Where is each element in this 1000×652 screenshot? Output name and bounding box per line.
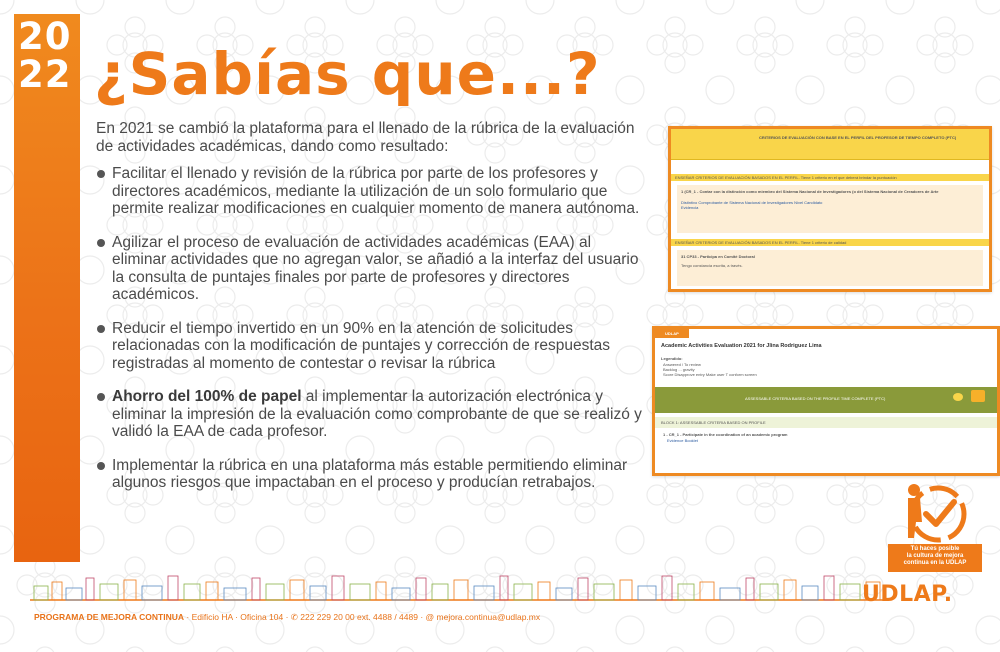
- results-list: [96, 165, 644, 508]
- mejora-continua-logo: [896, 478, 972, 554]
- year-top: 20: [18, 15, 72, 58]
- evaluation-title: Academic Activities Evaluation 2021 for Jlina Rodriguez Lima: [661, 343, 822, 349]
- footer-contact: [34, 612, 540, 623]
- folder-icon: [971, 390, 985, 402]
- evidence-link[interactable]: Evidencia: [681, 205, 699, 210]
- legend-label: Legendido:: [661, 356, 683, 361]
- udlap-logo: UDLAP.: [862, 582, 953, 607]
- list-item: Reducir el tiempo invertido en un 90% en la atención de solicitudes relacionadas con la modificación de puntajes y corrección de respuestas registradas al momento de contestar o revisar la rúbrica: [96, 320, 644, 373]
- list-item: Ahorro del 100% de papel al implementar la autorización electrónica y eliminar la impresión de la evaluación como comprobante de que se realizó y validó la EAA de cada profesor.: [96, 388, 644, 441]
- legend-item: Backlog ... gravity: [663, 367, 695, 372]
- list-item: Agilizar el proceso de evaluación de actividades académicas (EAA) al eliminar actividades que no agregan valor, se añadió a la interfaz del usuario la consulta de puntajes finales por parte de profesores y directores académicos.: [96, 234, 644, 304]
- profile-band: [655, 387, 997, 413]
- item-sub: Tengo constancia escrita, a través.: [681, 263, 743, 268]
- year-label: [18, 15, 72, 96]
- bullet-icon: [97, 462, 105, 470]
- program-name: PROGRAMA DE MEJORA CONTINUA: [34, 612, 185, 622]
- bullet-icon: [97, 325, 105, 333]
- emoji-icon: [953, 393, 963, 401]
- list-item: Implementar la rúbrica en una plataforma más estable permitiendo eliminar algunos riesgos que impactaban en el proceso y producían retrabajos.: [96, 457, 644, 492]
- screenshot-header-text: CRITERIOS DE EVALUACIÓN CON BASE EN EL PERFIL DEL PROFESOR DE TIEMPO COMPLETO (PTC): [759, 135, 957, 140]
- year-bottom: 22: [18, 53, 72, 96]
- criterion-sub: Distintivo Comprobante de Sistema Nacional de Investigadores Nivel Candidato: [681, 200, 823, 205]
- rubric-screenshot: [668, 126, 992, 292]
- city-skyline: [30, 572, 884, 602]
- legend-item: Score Disapprove entry Make user T conform screen: [663, 372, 757, 377]
- phone-number: 222 229 20 00 ext. 4488 / 4489: [300, 612, 418, 622]
- legend-item: Answered / To review: [663, 362, 701, 367]
- item-text: 31 CP33 - Participa en Comité Doctoral: [681, 254, 755, 259]
- section-bar: ENSEÑAR CRITERIOS DE EVALUACIÓN BASADOS EN EL PERFIL. Tiene 1 criterio en el que deberá brindar la puntuación: [671, 174, 989, 181]
- item-block: [677, 250, 983, 286]
- email-icon: @: [425, 612, 437, 622]
- page-title: ¿Sabías que...?: [94, 40, 601, 108]
- bullet-icon: [97, 170, 105, 178]
- band-text: ASSESSABLE CRITERIA BASED ON THE PROFILE TIME COMPLETE (PTC): [745, 396, 886, 401]
- bullet-icon: [97, 393, 105, 401]
- section-bar: BLOCK 1: ASSESSABLE CRITERIA BASED ON PROFILE: [655, 417, 997, 428]
- section-bar: ENSEÑAR CRITERIOS DE EVALUACIÓN BASADOS EN EL PERFIL. Tiene 1 criterio de calidad: [671, 239, 989, 246]
- office-location: · Edificio HA · Oficina 104 ·: [184, 612, 291, 622]
- udlap-tag: UDLAP: [655, 329, 689, 338]
- screenshot-header: [671, 129, 989, 160]
- evidence-link[interactable]: Evidence Booklet: [667, 438, 698, 443]
- item-text: 1 - CR_1 - Participate in the coordination of an academic program: [663, 432, 788, 437]
- footer-separator: ·: [417, 612, 426, 622]
- year-sidebar: [14, 14, 80, 562]
- screenshot-topbar: [655, 329, 997, 339]
- criterion-text: 1 (CR_1 - Contar con la distinción como miembro del Sistema Nacional de Investigadores (o del Sistema Nacional de Creadores de Arte: [681, 189, 939, 194]
- email-link[interactable]: mejora.continua@udlap.mx: [436, 612, 541, 622]
- evaluation-screenshot: [652, 326, 1000, 476]
- mejora-continua-caption: Tú haces posible la cultura de mejora continua en la UDLAP: [888, 544, 982, 572]
- criterion-block: [677, 185, 983, 233]
- list-item: Facilitar el llenado y revisión de la rúbrica por parte de los profesores y directores académicos, mediante la utilización de un solo formulario que permite realizar modificaciones en cualquier momento de manera autónoma.: [96, 165, 644, 218]
- intro-text: En 2021 se cambió la plataforma para el llenado de la rúbrica de la evaluación de actividades académicas, dando como resultado:: [96, 120, 635, 155]
- phone-icon: ✆: [290, 612, 301, 622]
- bullet-icon: [97, 239, 105, 247]
